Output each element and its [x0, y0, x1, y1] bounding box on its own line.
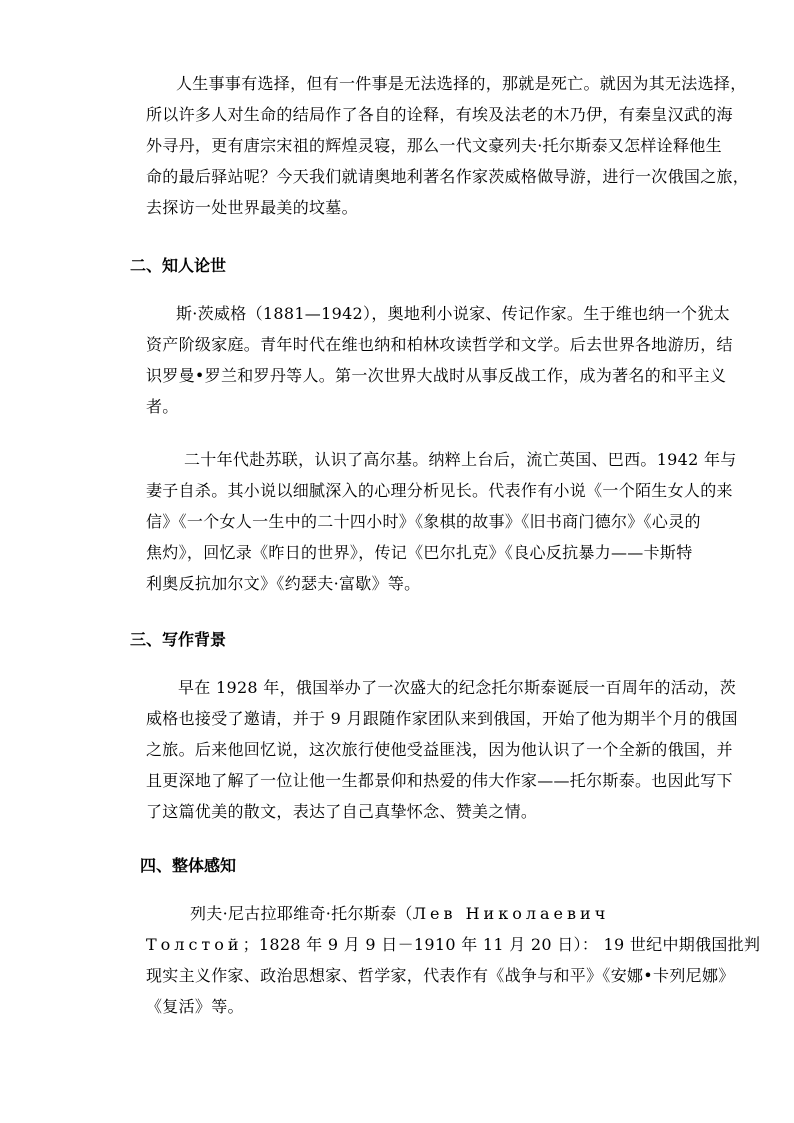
tolstoy-name-chinese: 列夫·尼古拉耶维奇·托尔斯泰（ [190, 904, 413, 923]
text-line: 所以许多人对生命的结局作了各自的诠释，有埃及法老的木乃伊，有秦皇汉武的海 [146, 105, 733, 124]
text-line: 斯·茨威格（1881—1942），奥地利小说家、传记作家。生于维也纳一个犹太 [176, 304, 730, 323]
intro-paragraph [146, 68, 750, 223]
text-line: 人生事事有选择，但有一件事是无法选择的，那就是死亡。就因为其无法选择， [176, 74, 747, 93]
section-heading-4: 四、整体感知 [140, 856, 237, 875]
author-works-paragraph [146, 444, 737, 599]
text-line: 去探访一处世界最美的坟墓。 [146, 198, 358, 217]
tolstoy-dates: ；1828 年 9 月 9 日－1910 年 11 月 20 日）： 19 世纪中期俄国批判 [242, 935, 761, 954]
text-line: 二十年代赴苏联，认识了高尔基。纳粹上台后，流亡英国、巴西。1942 年与 [184, 450, 737, 469]
text-line: 妻子自杀。其小说以细腻深入的心理分析见长。代表作有小说《一个陌生女人的来 [146, 481, 733, 500]
section-heading-3: 三、写作背景 [130, 630, 227, 649]
author-bio-paragraph [146, 298, 733, 422]
text-line: 信》《一个女人一生中的二十四小时》《象棋的故事》《旧书商门德尔》《心灵的 [146, 512, 701, 531]
text-line: 了这篇优美的散文，表达了自己真挚怀念、赞美之情。 [146, 802, 538, 821]
tolstoy-line-1 [146, 898, 736, 929]
tolstoy-name-russian: Лев Николаевич [412, 904, 610, 923]
text-line: 识罗曼•罗兰和罗丹等人。第一次世界大战时从事反战工作，成为著名的和平主义 [146, 366, 727, 385]
text-line: 者。 [146, 397, 179, 416]
text-line: 命的最后驿站呢？今天我们就请奥地利著名作家茨威格做导游，进行一次俄国之旅， [146, 167, 750, 186]
tolstoy-line-2 [146, 929, 761, 960]
text-line: 利奥反抗加尔文》《约瑟夫·富歇》等。 [146, 574, 421, 593]
text-line: 威格也接受了邀请，并于 9 月跟随作家团队来到俄国，开始了他为期半个月的俄国 [146, 709, 738, 728]
tolstoy-line-3: 现实主义作家、政治思想家、哲学家，代表作有《战争与和平》《安娜•卡列尼娜》 [146, 966, 735, 985]
text-line: 外寻丹，更有唐宗宋祖的辉煌灵寝，那么一代文豪列夫·托尔斯泰又怎样诠释他生 [146, 136, 722, 155]
text-line: 资产阶级家庭。青年时代在维也纳和柏林攻读哲学和文学。后去世界各地游历，结 [146, 335, 733, 354]
background-paragraph [146, 672, 738, 827]
section-heading-2: 二、知人论世 [130, 256, 227, 275]
text-line: 焦灼》，回忆录《昨日的世界》，传记《巴尔扎克》《良心反抗暴力——卡斯特 [146, 543, 693, 562]
tolstoy-intro-paragraph [146, 898, 761, 1022]
text-line: 早在 1928 年，俄国举办了一次盛大的纪念托尔斯泰诞辰一百周年的活动，茨 [178, 678, 736, 697]
tolstoy-line-4: 《复活》等。 [146, 997, 244, 1016]
text-line: 且更深地了解了一位让他一生都景仰和热爱的伟大作家——托尔斯泰。也因此写下 [146, 771, 733, 790]
text-line: 之旅。后来他回忆说，这次旅行使他受益匪浅，因为他认识了一个全新的俄国，并 [146, 740, 733, 759]
tolstoy-surname-russian: Толстой [146, 935, 243, 954]
